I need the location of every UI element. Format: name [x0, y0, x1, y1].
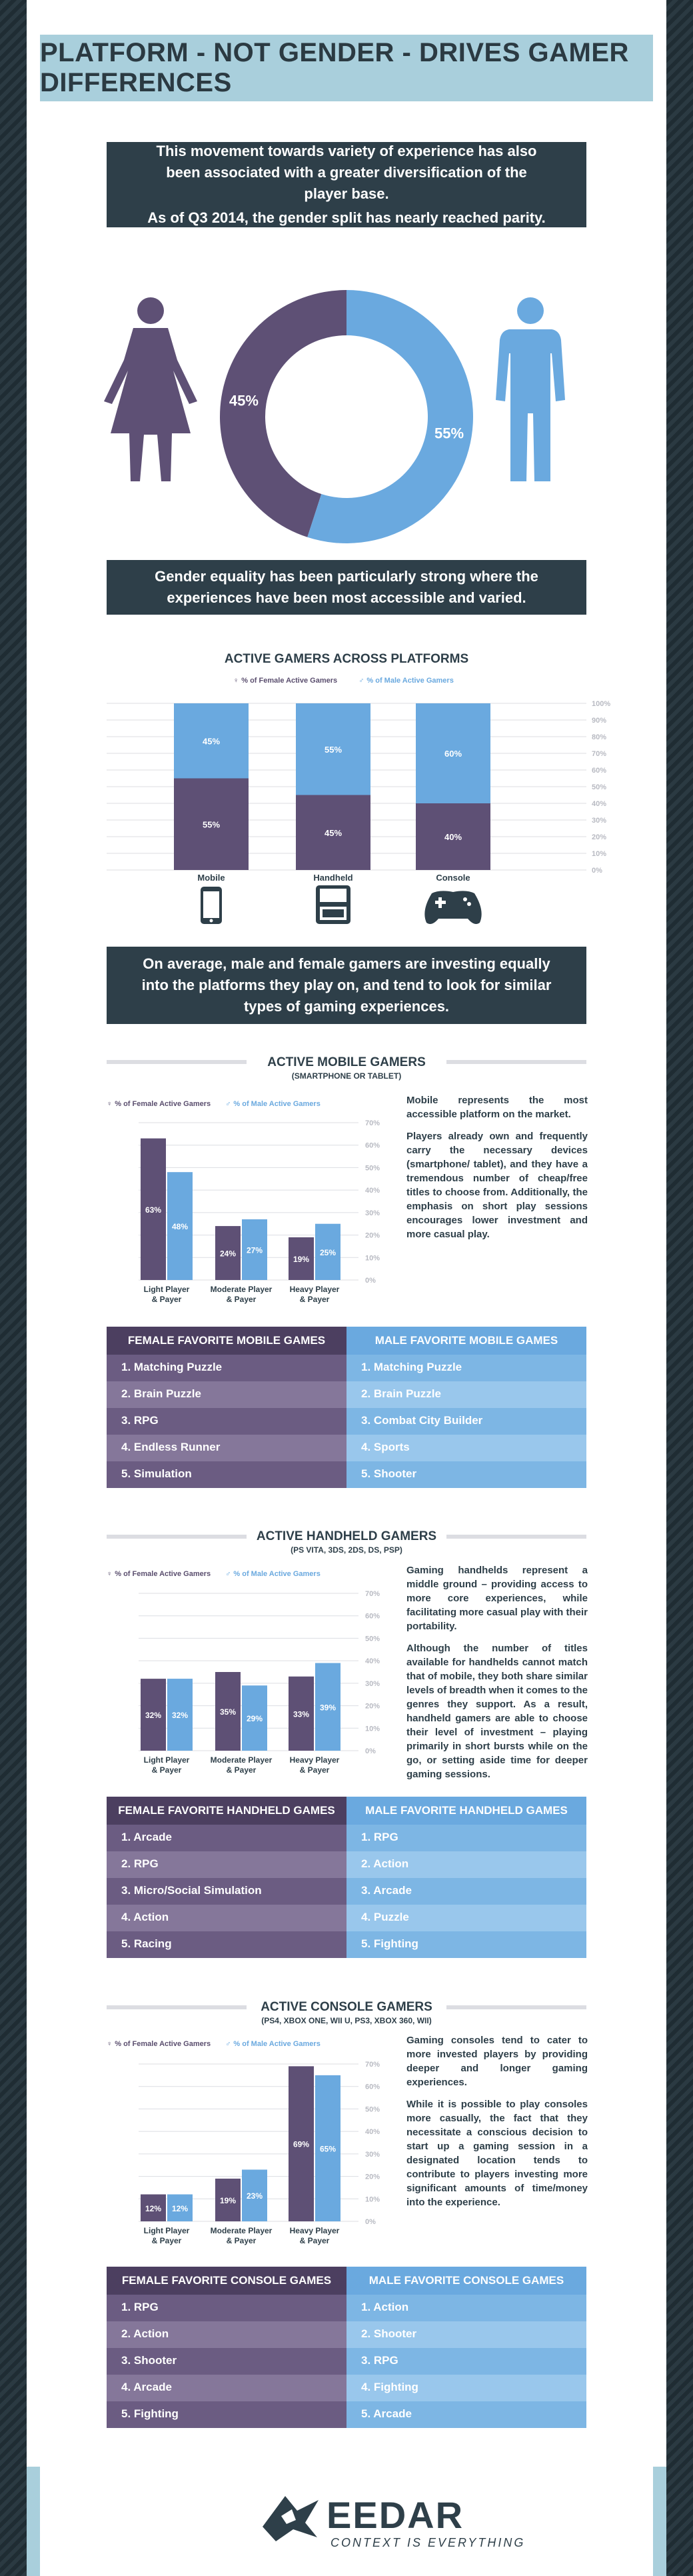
platforms-bar-chart: [27, 693, 666, 933]
y-tick-label: 50%: [365, 2105, 380, 2114]
male-console-favorites: [346, 2267, 586, 2428]
console-desc-1: Gaming consoles tend to cater to more invested players by providing deeper and longer gaming experiences.: [406, 2035, 588, 2088]
y-tick-label: 0%: [365, 2218, 376, 2226]
male-handheld-header: MALE FAVORITE HANDHELD GAMES: [346, 1797, 586, 1825]
platforms-chart-title: ACTIVE GAMERS ACROSS PLATFORMS: [224, 652, 469, 666]
y-tick-label: 70%: [365, 1590, 380, 1598]
male-figure-icon: [496, 297, 565, 481]
mobile-section-title: ACTIVE MOBILE GAMERS: [267, 1055, 426, 1069]
bar-label-female: 12%: [145, 2203, 162, 2213]
handheld-section-subtitle: (PS VITA, 3DS, 2DS, DS, PSP): [291, 1545, 402, 1555]
bar-label-male: 27%: [246, 1245, 263, 1255]
console-desc-2: While it is possible to play consoles more casually, the fact that they necessitate a conscious decision to start up a gaming session in a designated location tends to contribute to players investing more significant amounts of time/money into the experience.: [406, 2099, 588, 2208]
handheld-legend: [107, 1570, 321, 1578]
y-tick-label: 20%: [365, 1702, 380, 1711]
female-handheld-favorites: [107, 1797, 346, 1958]
x-category-label: Heavy Player: [289, 1285, 340, 1294]
bar-label-male: 48%: [171, 1222, 189, 1232]
male-console-header: MALE FAVORITE CONSOLE GAMES: [346, 2267, 586, 2295]
console-favorites-table: [107, 2267, 586, 2428]
bar-label-female: 24%: [219, 1249, 237, 1259]
bar-label-male: 12%: [171, 2203, 189, 2213]
y-tick-label: 90%: [592, 717, 607, 725]
y-tick-label: 30%: [592, 817, 607, 825]
bar-label-female: 35%: [219, 1707, 237, 1717]
y-tick-label: 20%: [365, 1231, 380, 1240]
infographic-sheet: [27, 0, 666, 2576]
female-legend-label: % of Female Active Gamers: [241, 677, 338, 685]
male-legend-icon: ♂: [358, 677, 364, 685]
y-tick-label: 10%: [365, 1725, 380, 1733]
y-tick-label: 40%: [365, 1187, 380, 1195]
female-legend-label: % of Female Active Gamers: [115, 1570, 211, 1578]
x-category-label: Handheld: [313, 873, 353, 883]
bar-label-female: 19%: [219, 2195, 237, 2205]
male-legend-label: % of Male Active Gamers: [233, 1570, 321, 1578]
y-tick-label: 20%: [365, 2173, 380, 2181]
list-item: 2. Shooter: [346, 2321, 586, 2348]
list-item: 3. RPG: [346, 2348, 586, 2375]
y-tick-label: 70%: [592, 750, 607, 758]
female-legend-icon: ♀: [107, 1570, 113, 1578]
list-item: 2. Action: [107, 2321, 346, 2348]
female-legend-icon: ♀: [107, 1100, 113, 1108]
y-tick-label: 60%: [365, 1141, 380, 1150]
female-legend-label: % of Female Active Gamers: [115, 1100, 211, 1108]
bar-label-male: 23%: [246, 2191, 263, 2201]
title-bar: [40, 35, 653, 101]
list-item: 2. RPG: [107, 1851, 346, 1878]
y-tick-label: 10%: [365, 2195, 380, 2204]
handheld-section-title: ACTIVE HANDHELD GAMERS: [256, 1529, 437, 1543]
female-legend-label: % of Female Active Gamers: [115, 2040, 211, 2048]
x-category-label-2: & Payer: [299, 1765, 330, 1775]
list-item: 3. Shooter: [107, 2348, 346, 2375]
y-tick-label: 30%: [365, 2150, 380, 2159]
x-category-label-2: & Payer: [226, 1295, 257, 1304]
x-category-label-2: & Payer: [226, 2236, 257, 2245]
x-category-label: Moderate Player: [210, 1285, 273, 1294]
y-tick-label: 30%: [365, 1209, 380, 1217]
x-category-label: Moderate Player: [210, 1755, 273, 1765]
bar-label-female: 19%: [293, 1254, 310, 1264]
female-console-favorites: [107, 2267, 346, 2428]
bar-label-male: 55%: [324, 744, 343, 755]
y-tick-label: 0%: [365, 1747, 376, 1755]
y-tick-label: 70%: [365, 1119, 380, 1127]
female-figure-icon: [104, 297, 197, 481]
list-item: 3. Combat City Builder: [346, 1408, 586, 1435]
bar-label-male: 60%: [444, 749, 462, 759]
investing-box: [107, 947, 586, 1024]
mobile-legend: [107, 1100, 321, 1108]
y-tick-label: 10%: [592, 850, 607, 858]
x-category-label: Light Player: [143, 1755, 190, 1765]
female-console-header: FEMALE FAVORITE CONSOLE GAMES: [107, 2267, 346, 2295]
console-legend: [107, 2040, 321, 2048]
x-category-label: Moderate Player: [210, 2226, 273, 2235]
female-mobile-header: FEMALE FAVORITE MOBILE GAMES: [107, 1327, 346, 1355]
male-legend-label: % of Male Active Gamers: [233, 2040, 321, 2048]
list-item: 1. Arcade: [107, 1825, 346, 1851]
female-handheld-header: FEMALE FAVORITE HANDHELD GAMES: [107, 1797, 346, 1825]
console-description: [406, 2033, 588, 2217]
bar-label-female: 33%: [293, 1709, 310, 1719]
equality-box: [107, 560, 586, 615]
list-item: 4. Fighting: [346, 2375, 586, 2401]
bar-label-male: 45%: [202, 736, 221, 747]
y-tick-label: 60%: [592, 767, 607, 775]
female-legend-icon: ♀: [233, 677, 239, 685]
bar-label-female: 40%: [444, 832, 462, 842]
y-tick-label: 80%: [592, 733, 607, 741]
x-category-label: Console: [436, 873, 470, 883]
y-tick-label: 50%: [365, 1164, 380, 1173]
bar-label-female: 63%: [145, 1205, 162, 1215]
bar-label-male: 39%: [319, 1703, 337, 1713]
list-item: 4. Sports: [346, 1435, 586, 1461]
male-legend-icon: ♂: [225, 1570, 231, 1578]
intro-box: [107, 142, 586, 227]
x-category-label: Light Player: [143, 1285, 190, 1294]
y-tick-label: 20%: [592, 833, 607, 841]
mobile-phone-icon: [201, 887, 222, 924]
female-mobile-favorites: [107, 1327, 346, 1488]
handheld-bar-chart: [100, 1584, 393, 1784]
console-section-title: ACTIVE CONSOLE GAMERS: [261, 2000, 432, 2014]
mobile-favorites-table: [107, 1327, 586, 1488]
handheld-favorites-table: [107, 1797, 586, 1958]
x-category-label-2: & Payer: [151, 2236, 182, 2245]
bar-label-female: 55%: [202, 819, 221, 830]
list-item: 3. RPG: [107, 1408, 346, 1435]
bar-label-female: 45%: [324, 827, 343, 838]
list-item: 3. Micro/Social Simulation: [107, 1878, 346, 1905]
handheld-desc-1: Gaming handhelds represent a middle ground – providing access to more core experiences, while facilitating more casual play with their portability.: [406, 1565, 588, 1632]
list-item: 5. Shooter: [346, 1461, 586, 1488]
mobile-section-subtitle: (SMARTPHONE OR TABLET): [291, 1071, 402, 1081]
male-legend-label: % of Male Active Gamers: [366, 677, 454, 685]
list-item: 1. Action: [346, 2295, 586, 2321]
equality-text: Gender equality has been particularly strong where the experiences have been most accessible and varied.: [155, 568, 538, 606]
footer: [27, 2467, 666, 2576]
bar-label-female: 32%: [145, 1711, 162, 1721]
list-item: 4. Endless Runner: [107, 1435, 346, 1461]
y-tick-label: 50%: [592, 783, 607, 791]
y-tick-label: 50%: [365, 1635, 380, 1643]
list-item: 4. Action: [107, 1905, 346, 1931]
gamepad-icon: [424, 891, 481, 924]
y-tick-label: 40%: [365, 1657, 380, 1666]
mobile-desc-1: Mobile represents the most accessible platform on the market.: [406, 1095, 588, 1120]
page-title: PLATFORM - NOT GENDER - DRIVES GAMER DIFFERENCES: [40, 38, 629, 97]
x-category-label: Light Player: [143, 2226, 190, 2235]
x-category-label-2: & Payer: [299, 2236, 330, 2245]
investing-text: On average, male and female gamers are investing equally into the platforms they play on, and tend to look for similar types of gaming experiences.: [141, 955, 552, 1015]
mobile-bar-chart: [100, 1113, 393, 1320]
x-category-label-2: & Payer: [151, 1295, 182, 1304]
mobile-description: [406, 1093, 588, 1249]
list-item: 1. Matching Puzzle: [346, 1355, 586, 1381]
female-legend-icon: ♀: [107, 2040, 113, 2048]
list-item: 5. Arcade: [346, 2401, 586, 2428]
footer-tagline: CONTEXT IS EVERYTHING: [331, 2536, 526, 2549]
list-item: 5. Simulation: [107, 1461, 346, 1488]
y-tick-label: 40%: [365, 2128, 380, 2137]
y-tick-label: 60%: [365, 1612, 380, 1621]
console-bar-chart: [100, 2055, 393, 2255]
eedar-logo-icon: [259, 2491, 323, 2544]
handheld-description: [406, 1563, 588, 1789]
x-category-label: Heavy Player: [289, 1755, 340, 1765]
handheld-desc-2: Although the number of titles available for handhelds cannot match that of mobile, they both share similar levels of breadth when it comes to the genres they support. As a result, handheld gamers are able to choose their level of investment – playing primarily in short bursts while on the go, or setting aside time for deeper gaming sessions.: [406, 1643, 588, 1780]
male-mobile-header: MALE FAVORITE MOBILE GAMES: [346, 1327, 586, 1355]
bar-label-male: 32%: [171, 1711, 189, 1721]
list-item: 2. Action: [346, 1851, 586, 1878]
y-tick-label: 30%: [365, 1679, 380, 1688]
donut-label-male: 55%: [434, 425, 464, 442]
list-item: 2. Brain Puzzle: [346, 1381, 586, 1408]
y-tick-label: 100%: [592, 700, 611, 708]
bar-label-male: 65%: [319, 2144, 337, 2154]
footer-panel: [40, 2467, 653, 2576]
y-tick-label: 0%: [365, 1277, 376, 1285]
bar-label-male: 29%: [246, 1714, 263, 1724]
x-category-label: Mobile: [197, 873, 225, 883]
list-item: 4. Arcade: [107, 2375, 346, 2401]
y-tick-label: 0%: [592, 867, 602, 875]
handheld-console-icon: [316, 885, 350, 924]
platforms-legend: [233, 677, 454, 685]
y-tick-label: 40%: [592, 800, 607, 808]
x-category-label-2: & Payer: [151, 1765, 182, 1775]
y-tick-label: 60%: [365, 2083, 380, 2091]
list-item: 4. Puzzle: [346, 1905, 586, 1931]
x-category-label-2: & Payer: [299, 1295, 330, 1304]
y-tick-label: 70%: [365, 2061, 380, 2069]
x-category-label-2: & Payer: [226, 1765, 257, 1775]
y-tick-label: 10%: [365, 1254, 380, 1263]
footer-brand: EEDAR: [327, 2494, 464, 2536]
intro-line-1: This movement towards variety of experience has also been associated with a greater diversification of the player base.: [156, 143, 537, 202]
list-item: 5. Fighting: [107, 2401, 346, 2428]
intro-line-2: As of Q3 2014, the gender split has nearly reached parity.: [147, 209, 546, 226]
list-item: 1. RPG: [346, 1825, 586, 1851]
mobile-desc-2: Players already own and frequently carry the necessary devices (smartphone/ tablet), and they have a tremendous number of cheap/free titles to choose from. Additionally, the emphasis on short play sessions encourages lower investment and more casual play.: [406, 1131, 588, 1240]
list-item: 5. Racing: [107, 1931, 346, 1958]
donut-label-female: 45%: [229, 392, 259, 409]
male-mobile-favorites: [346, 1327, 586, 1488]
list-item: 1. RPG: [107, 2295, 346, 2321]
list-item: 2. Brain Puzzle: [107, 1381, 346, 1408]
male-legend-label: % of Male Active Gamers: [233, 1100, 321, 1108]
x-category-label: Heavy Player: [289, 2226, 340, 2235]
male-legend-icon: ♂: [225, 2040, 231, 2048]
male-handheld-favorites: [346, 1797, 586, 1958]
bar-label-male: 25%: [319, 1247, 337, 1257]
console-section-subtitle: (PS4, XBOX ONE, WII U, PS3, XBOX 360, WII): [261, 2016, 432, 2025]
list-item: 1. Matching Puzzle: [107, 1355, 346, 1381]
male-legend-icon: ♂: [225, 1100, 231, 1108]
list-item: 5. Fighting: [346, 1931, 586, 1958]
bar-label-female: 69%: [293, 2139, 310, 2149]
gender-donut-chart: [27, 287, 666, 547]
list-item: 3. Arcade: [346, 1878, 586, 1905]
